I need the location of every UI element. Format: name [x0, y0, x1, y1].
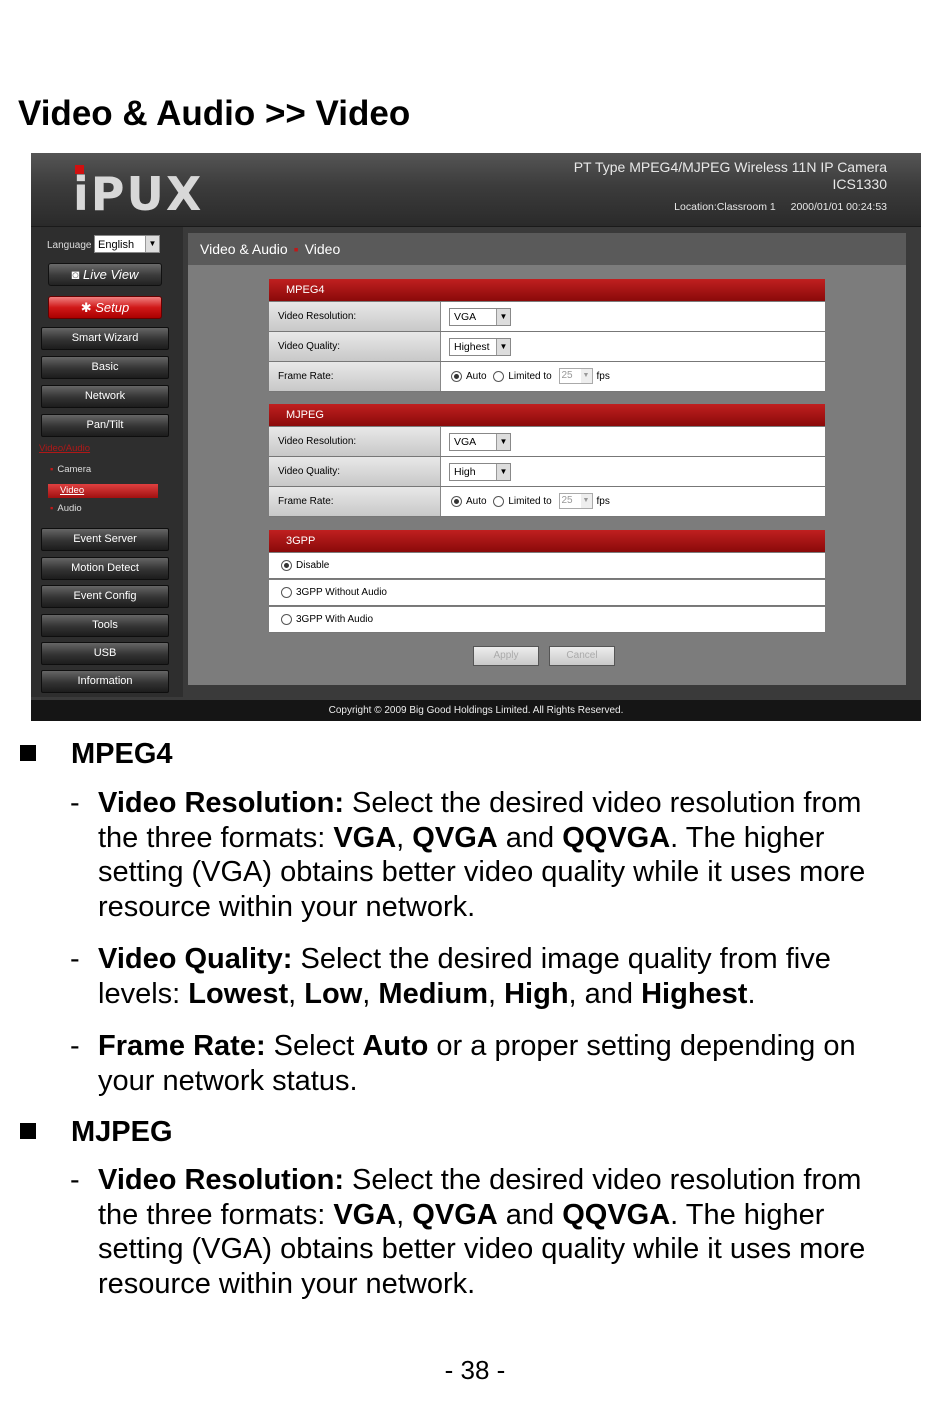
nav-information[interactable]: Information	[41, 670, 169, 693]
mjpeg-limit-select[interactable]	[559, 493, 593, 509]
nav-usb[interactable]: USB	[41, 642, 169, 665]
cancel-button[interactable]: Cancel	[549, 646, 615, 666]
term: Medium	[378, 977, 488, 1010]
mjpeg-section-header: MJPEG	[269, 404, 825, 426]
copyright-footer: Copyright © 2009 Big Good Holdings Limited. All Rights Reserved.	[31, 700, 921, 721]
setup-button[interactable]	[48, 296, 162, 319]
page-title: Video & Audio >> Video	[18, 94, 411, 133]
sub-audio[interactable]	[50, 503, 82, 514]
chevron-down-icon: ▼	[581, 369, 592, 383]
mjpeg-limited-radio[interactable]	[493, 496, 504, 507]
mpeg4-resolution-item	[70, 786, 900, 924]
term: High	[504, 977, 569, 1010]
content-panel	[188, 265, 906, 685]
sub-audio-label: Audio	[57, 503, 82, 514]
text: ,	[396, 1198, 413, 1231]
chevron-down-icon: ▼	[496, 464, 510, 480]
mjpeg-limited-label: Limited to	[508, 496, 552, 507]
header-bar	[31, 153, 921, 227]
text: ,	[288, 977, 305, 1010]
bullet-icon: ▪	[50, 503, 54, 514]
mpeg4-quality-item	[70, 942, 900, 1011]
mpeg4-fps-unit: fps	[596, 371, 610, 382]
term: Auto	[362, 1030, 429, 1062]
dash-bullet: -	[70, 787, 80, 819]
mpeg4-resolution-select[interactable]	[449, 308, 511, 326]
mpeg4-limit-value: 25	[561, 370, 573, 382]
mjpeg-framerate-row	[269, 487, 825, 517]
term: QVGA	[412, 1198, 498, 1231]
mpeg4-quality-label: Video Quality:	[269, 332, 441, 361]
gear-icon: ✱	[80, 300, 96, 315]
text: and	[497, 821, 563, 854]
setup-label: Setup	[95, 300, 130, 315]
text: Select the desired image quality from five levels:	[98, 943, 831, 1010]
mjpeg-resolution-select[interactable]	[449, 433, 511, 451]
gpp-section-header: 3GPP	[269, 530, 825, 552]
mjpeg-auto-label: Auto	[466, 496, 487, 507]
model-line-2: ICS1330	[832, 176, 887, 192]
language-select[interactable]	[94, 235, 160, 253]
chevron-down-icon: ▼	[496, 434, 510, 450]
mpeg4-auto-radio[interactable]	[451, 371, 462, 382]
location-line	[662, 201, 887, 213]
term: Video Resolution:	[98, 1164, 344, 1196]
breadcrumb-1: Video & Audio	[200, 241, 288, 257]
mjpeg-resolution-text	[98, 1163, 900, 1301]
mjpeg-heading-text: MJPEG	[71, 1116, 173, 1148]
bullet-icon: ▪	[50, 464, 54, 475]
gpp-option-without-audio[interactable]	[269, 580, 825, 606]
chevron-down-icon: ▼	[496, 309, 510, 325]
term: Video Resolution:	[98, 787, 344, 819]
nav-event-config[interactable]: Event Config	[41, 585, 169, 608]
mpeg4-framerate-row	[269, 362, 825, 392]
dash-bullet: -	[70, 1030, 80, 1062]
gpp-option-with-audio[interactable]	[269, 607, 825, 633]
mpeg4-resolution-row	[269, 302, 825, 332]
text: Select	[265, 1030, 363, 1062]
term: QVGA	[412, 821, 498, 854]
gpp-with-audio-radio[interactable]	[281, 614, 292, 625]
sub-video[interactable]: Video	[48, 484, 158, 498]
mjpeg-resolution-item	[70, 1163, 900, 1301]
dash-bullet: -	[70, 943, 80, 975]
language-label: Language	[47, 240, 92, 251]
text: . The higher setting (VGA) obtains better video quality while it uses more resource within your network.	[98, 1198, 866, 1300]
gpp-without-audio-label: 3GPP Without Audio	[296, 587, 387, 598]
mjpeg-quality-label: Video Quality:	[269, 457, 441, 486]
term: Highest	[641, 977, 748, 1010]
mjpeg-auto-radio[interactable]	[451, 496, 462, 507]
mjpeg-framerate-label: Frame Rate:	[269, 487, 441, 516]
square-bullet-icon	[20, 1123, 36, 1139]
chevron-down-icon: ▼	[496, 339, 510, 355]
term: Video Quality:	[98, 943, 293, 975]
location-text: Location:Classroom 1	[674, 201, 776, 213]
mjpeg-quality-value: High	[454, 466, 476, 478]
text: .	[747, 977, 756, 1010]
model-line-1: PT Type MPEG4/MJPEG Wireless 11N IP Camera	[573, 159, 887, 175]
nav-event-server[interactable]: Event Server	[41, 528, 169, 551]
sidebar	[31, 227, 183, 697]
text: , and	[568, 977, 642, 1010]
dash-bullet: -	[70, 1164, 80, 1196]
mpeg4-auto-label: Auto	[466, 371, 487, 382]
mpeg4-resolution-label: Video Resolution:	[269, 302, 441, 331]
camera-icon: ◙	[71, 267, 84, 282]
page-number: - 38 -	[444, 1355, 506, 1385]
mjpeg-quality-row	[269, 457, 825, 487]
text: Select the desired video resolution from the three formats:	[98, 787, 862, 854]
mjpeg-resolution-row	[269, 427, 825, 457]
sub-camera[interactable]	[50, 464, 91, 475]
text: and	[497, 1198, 563, 1231]
nav-tools[interactable]: Tools	[41, 614, 169, 637]
text: ,	[362, 977, 379, 1010]
camera-ui-screenshot	[31, 153, 921, 721]
gpp-with-audio-label: 3GPP With Audio	[296, 614, 374, 625]
mpeg4-limited-label: Limited to	[508, 371, 552, 382]
mjpeg-heading	[20, 1116, 173, 1149]
model-name	[574, 159, 887, 193]
mpeg4-framerate-label: Frame Rate:	[269, 362, 441, 391]
brand-logo: iPUX	[73, 167, 204, 221]
term: VGA	[333, 1198, 397, 1231]
mjpeg-quality-select[interactable]	[449, 463, 511, 481]
nav-pan-tilt[interactable]: Pan/Tilt	[41, 414, 169, 437]
gpp-disable-radio[interactable]	[281, 560, 292, 571]
mpeg4-framerate-controls	[451, 362, 610, 391]
mpeg4-quality-select[interactable]	[449, 338, 511, 356]
nav-basic[interactable]: Basic	[41, 356, 169, 379]
nav-group-video-audio[interactable]: Video/Audio	[39, 443, 91, 454]
apply-button[interactable]: Apply	[473, 646, 539, 666]
text: . The higher setting (VGA) obtains better video quality while it uses more resource within your network.	[98, 821, 866, 923]
live-view-button[interactable]	[48, 263, 162, 286]
mpeg4-resolution-text	[98, 786, 900, 924]
mpeg4-limit-select[interactable]	[559, 368, 593, 384]
sub-camera-label: Camera	[57, 464, 92, 475]
mpeg4-section-header: MPEG4	[269, 279, 825, 301]
text: ,	[487, 977, 505, 1010]
term: Low	[304, 977, 363, 1010]
text: or a proper setting depending on your network status.	[98, 1030, 856, 1097]
term: VGA	[333, 821, 397, 854]
term: QQVGA	[562, 821, 671, 854]
breadcrumb	[188, 233, 906, 265]
mpeg4-limited-radio[interactable]	[493, 371, 504, 382]
text: ,	[396, 821, 413, 854]
breadcrumb-2: Video	[304, 241, 341, 257]
mjpeg-resolution-value: VGA	[454, 436, 477, 448]
mjpeg-framerate-controls	[451, 487, 610, 516]
mjpeg-limit-value: 25	[561, 495, 573, 507]
mpeg4-quality-row	[269, 332, 825, 362]
mjpeg-resolution-label: Video Resolution:	[269, 427, 441, 456]
text: Select the desired video resolution from the three formats:	[98, 1164, 862, 1231]
language-value: English	[98, 239, 135, 251]
chevron-down-icon: ▼	[581, 494, 592, 508]
term: Frame Rate:	[98, 1030, 266, 1062]
mpeg4-quality-value: Highest	[454, 341, 490, 353]
term: QQVGA	[562, 1198, 671, 1231]
chevron-down-icon: ▼	[145, 236, 159, 252]
live-view-label: Live View	[83, 267, 139, 282]
square-bullet-icon	[20, 745, 36, 761]
gpp-without-audio-radio[interactable]	[281, 587, 292, 598]
mjpeg-fps-unit: fps	[596, 496, 610, 507]
datetime-text: 2000/01/01 00:24:53	[790, 201, 887, 213]
nav-motion-detect[interactable]: Motion Detect	[41, 557, 169, 580]
gpp-disable-label: Disable	[296, 560, 330, 571]
mpeg4-quality-text	[98, 942, 900, 1011]
nav-network[interactable]: Network	[41, 385, 169, 408]
nav-smart-wizard[interactable]: Smart Wizard	[41, 327, 169, 350]
mpeg4-framerate-item	[70, 1029, 900, 1098]
mpeg4-heading-text: MPEG4	[71, 738, 173, 770]
term: Lowest	[188, 977, 289, 1010]
mpeg4-framerate-text	[98, 1029, 900, 1098]
mpeg4-resolution-value: VGA	[454, 311, 477, 323]
gpp-option-disable[interactable]	[269, 553, 825, 579]
mpeg4-heading	[20, 738, 173, 771]
breadcrumb-separator-icon: ▪	[293, 241, 299, 257]
